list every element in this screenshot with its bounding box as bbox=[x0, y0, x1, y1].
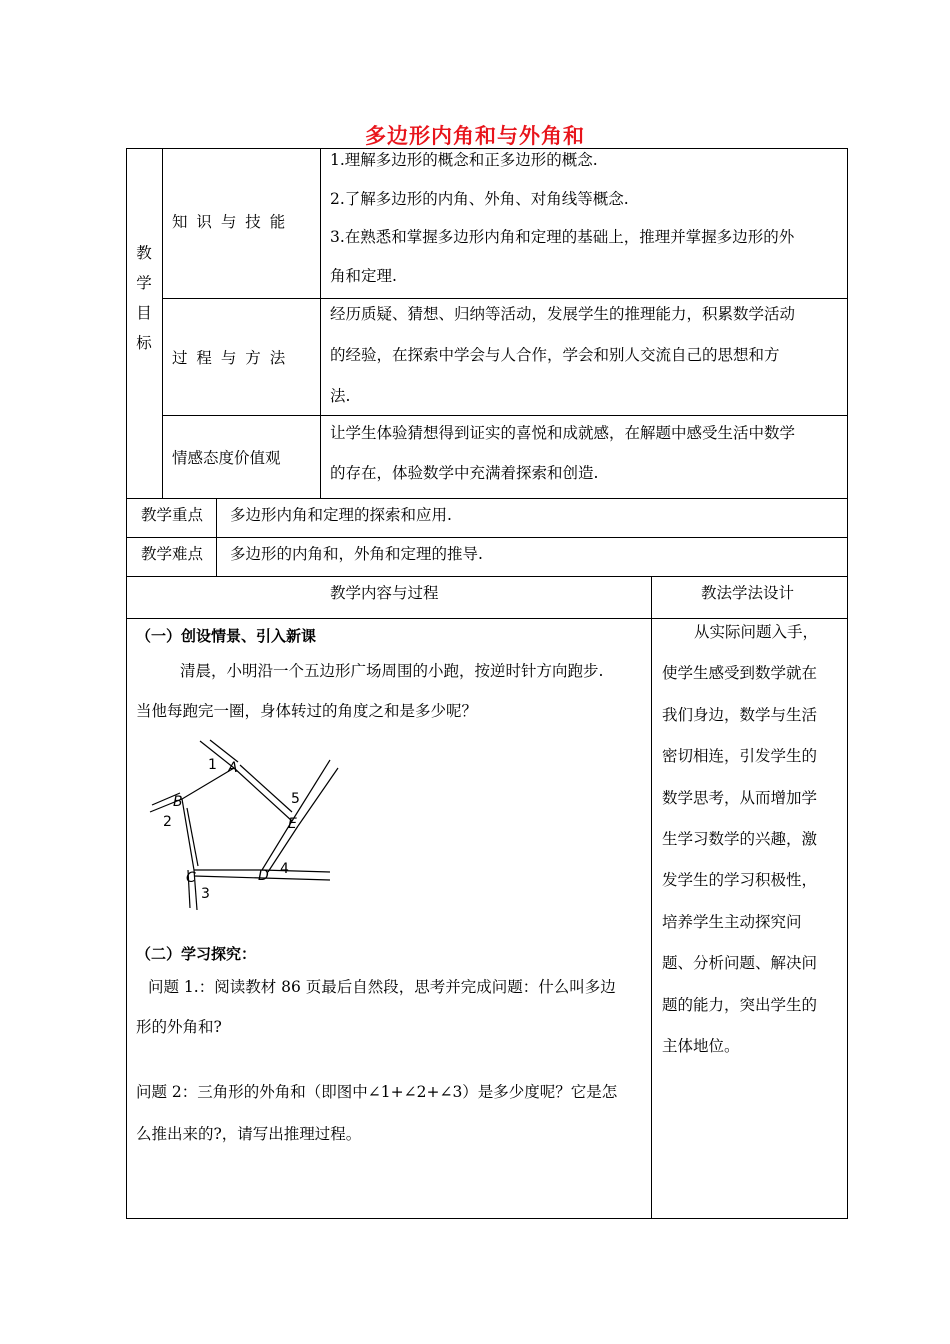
content-column-header: 教学内容与过程 bbox=[330, 584, 439, 602]
category-process: 过 程 与 方 法 bbox=[172, 349, 288, 367]
section1-text: 清晨，小明沿一个五边形广场周围的小跑，按逆时针方向跑步. 当他每跑完一圈，身体转过的角度之和是多少呢？ bbox=[136, 662, 604, 720]
row-divider bbox=[126, 498, 848, 499]
difficulty-label: 教学难点 bbox=[141, 545, 204, 563]
pentagon-exterior-angle-figure bbox=[145, 735, 345, 915]
method-column-header: 教法学法设计 bbox=[701, 584, 795, 602]
question1-text: 问题 1.：阅读教材 86 页最后自然段，思考并完成问题：什么叫多边 形的外角和? bbox=[136, 978, 616, 1036]
vertex-label-c: C bbox=[186, 870, 196, 886]
question2-text: 问题 2：三角形的外角和（即图中∠1+∠2+∠3）是多少度呢？它是怎 么推出来的?，请写出推理过程。 bbox=[136, 1083, 618, 1143]
category-attitude: 情感态度价值观 bbox=[172, 449, 281, 467]
vertex-label-d: D bbox=[258, 868, 269, 884]
row-divider bbox=[126, 537, 848, 538]
section1-title: （一）创设情景、引入新课 bbox=[136, 627, 317, 645]
vertex-label-b: B bbox=[173, 794, 183, 810]
row-divider bbox=[126, 576, 848, 577]
column-divider bbox=[651, 576, 652, 1219]
difficulty-text: 多边形的内角和，外角和定理的推导. bbox=[230, 545, 483, 563]
angle-label-2: 2 bbox=[163, 814, 172, 830]
angle-label-4: 4 bbox=[280, 861, 289, 877]
objectives-label: 教 学 目 标 bbox=[136, 244, 152, 352]
document-title: 多边形内角和与外角和 bbox=[365, 124, 585, 148]
vertex-label-e: E bbox=[288, 816, 297, 832]
objective-attitude-text: 让学生体验猜想得到证实的喜悦和成就感，在解题中感受生活中数学 的存在，体验数学中充满着探索和创造. bbox=[330, 424, 796, 482]
angle-label-5: 5 bbox=[291, 791, 300, 807]
method-design-text: 从实际问题入手， 使学生感受到数学就在 我们身边，数学与生活 密切相连，引发学生的 数学思考，从而增加学 生学习数学的兴趣，激 发学生的学习积极性， 培养学生主动探究问 题、分析问题、解决问 题的能力，突出学生的 主体地位。 bbox=[662, 623, 819, 1056]
column-divider bbox=[162, 148, 163, 498]
angle-label-1: 1 bbox=[208, 757, 217, 773]
column-divider bbox=[216, 498, 217, 576]
vertex-label-a: A bbox=[228, 760, 238, 776]
column-divider bbox=[320, 148, 321, 498]
category-knowledge: 知 识 与 技 能 bbox=[172, 213, 288, 231]
key-point-label: 教学重点 bbox=[141, 506, 204, 524]
objective-process-text: 经历质疑、猜想、归纳等活动，发展学生的推理能力，积累数学活动 的经验，在探索中学会与人合作，学会和别人交流自己的思想和方 法. bbox=[330, 305, 796, 405]
objective-knowledge-text: 1.理解多边形的概念和正多边形的概念. 2.了解多边形的内角、外角、对角线等概念. 3.在熟悉和掌握多边形内角和定理的基础上，推理并掌握多边形的外 角和定理. bbox=[330, 151, 795, 285]
angle-label-3: 3 bbox=[201, 886, 210, 902]
section2-title: （二）学习探究： bbox=[136, 945, 257, 963]
key-point-text: 多边形内角和定理的探索和应用. bbox=[230, 506, 452, 524]
